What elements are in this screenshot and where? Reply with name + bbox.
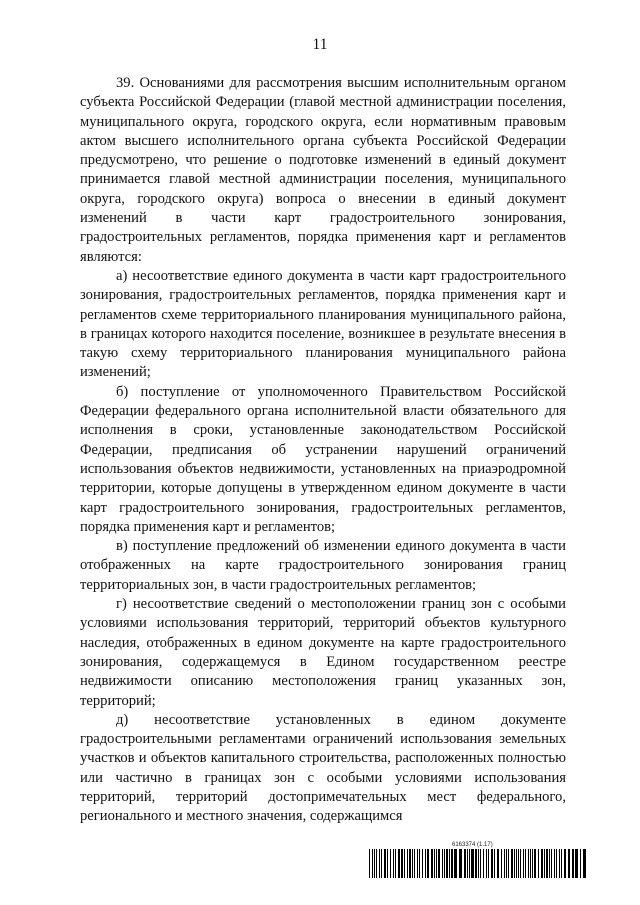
paragraph-g: г) несоответствие сведений о местоположении границ зон с особыми условиями использования территорий, территорий объектов культурного наследия, отображенных в едином документе на карте градостроительного зонирования, содержащемуся в Едином государственном реестре недвижимости описанию местоположения границ указанных зон, территорий; — [80, 596, 566, 709]
paragraph-d: д) несоответствие установленных в едином документе градостроительными регламентами ограничений использования земельных участков и объектов капитального строительства, расположенных полностью или частично в границах зон с особыми условиями использования территорий, территорий достопримечательных мест федерального, регионального и местного значения, содержащимся — [80, 711, 566, 825]
document-body — [80, 74, 566, 827]
paragraph-a: а) несоответствие единого документа в части карт градостроительного зонирования, градостроительных регламентов, порядка применения карт и регламентов схеме территориального планирования муниципального района, в границах которого находится поселение, возникшее в результате внесения в такую схему территориального планирования муниципального района изменений; — [80, 267, 566, 381]
paragraph-v: в) поступление предложений об изменении единого документа в части отображенных на карте градостроительного зонирования границ территориальных зон, в части градостроительных регламентов; — [80, 538, 566, 593]
barcode — [369, 849, 587, 878]
document-code: 6163374 (1.17) — [452, 842, 493, 848]
paragraph-39: 39. Основаниями для рассмотрения высшим исполнительным органом субъекта Российской Федерации (главой местной администрации поселения, муниципального округа, городского округа, если нормативным правовым актом высшего исполнительного органа субъекта Российской Федерации предусмотрено, что решение о подготовке изменений в единый документ принимается главой местной администрации поселения, муниципального округа, городского округа) вопроса о внесении в единый документ изменений в части карт градостроительного зонирования, градостроительных регламентов, порядка применения карт и регламентов являются: — [80, 75, 566, 265]
paragraph-b: б) поступление от уполномоченного Правительством Российской Федерации федерального органа исполнительной власти обязательного для исполнения в сроки, установленные законодательством Российской Федерации, предписания об устранении нарушений ограничений использования объектов недвижимости, установленных на приаэродромной территории, которые допущены в утвержденном едином документе в части карт градостроительного зонирования, градостроительных регламентов, порядка применения карт и регламентов; — [80, 383, 566, 535]
page-number: 11 — [312, 36, 328, 53]
